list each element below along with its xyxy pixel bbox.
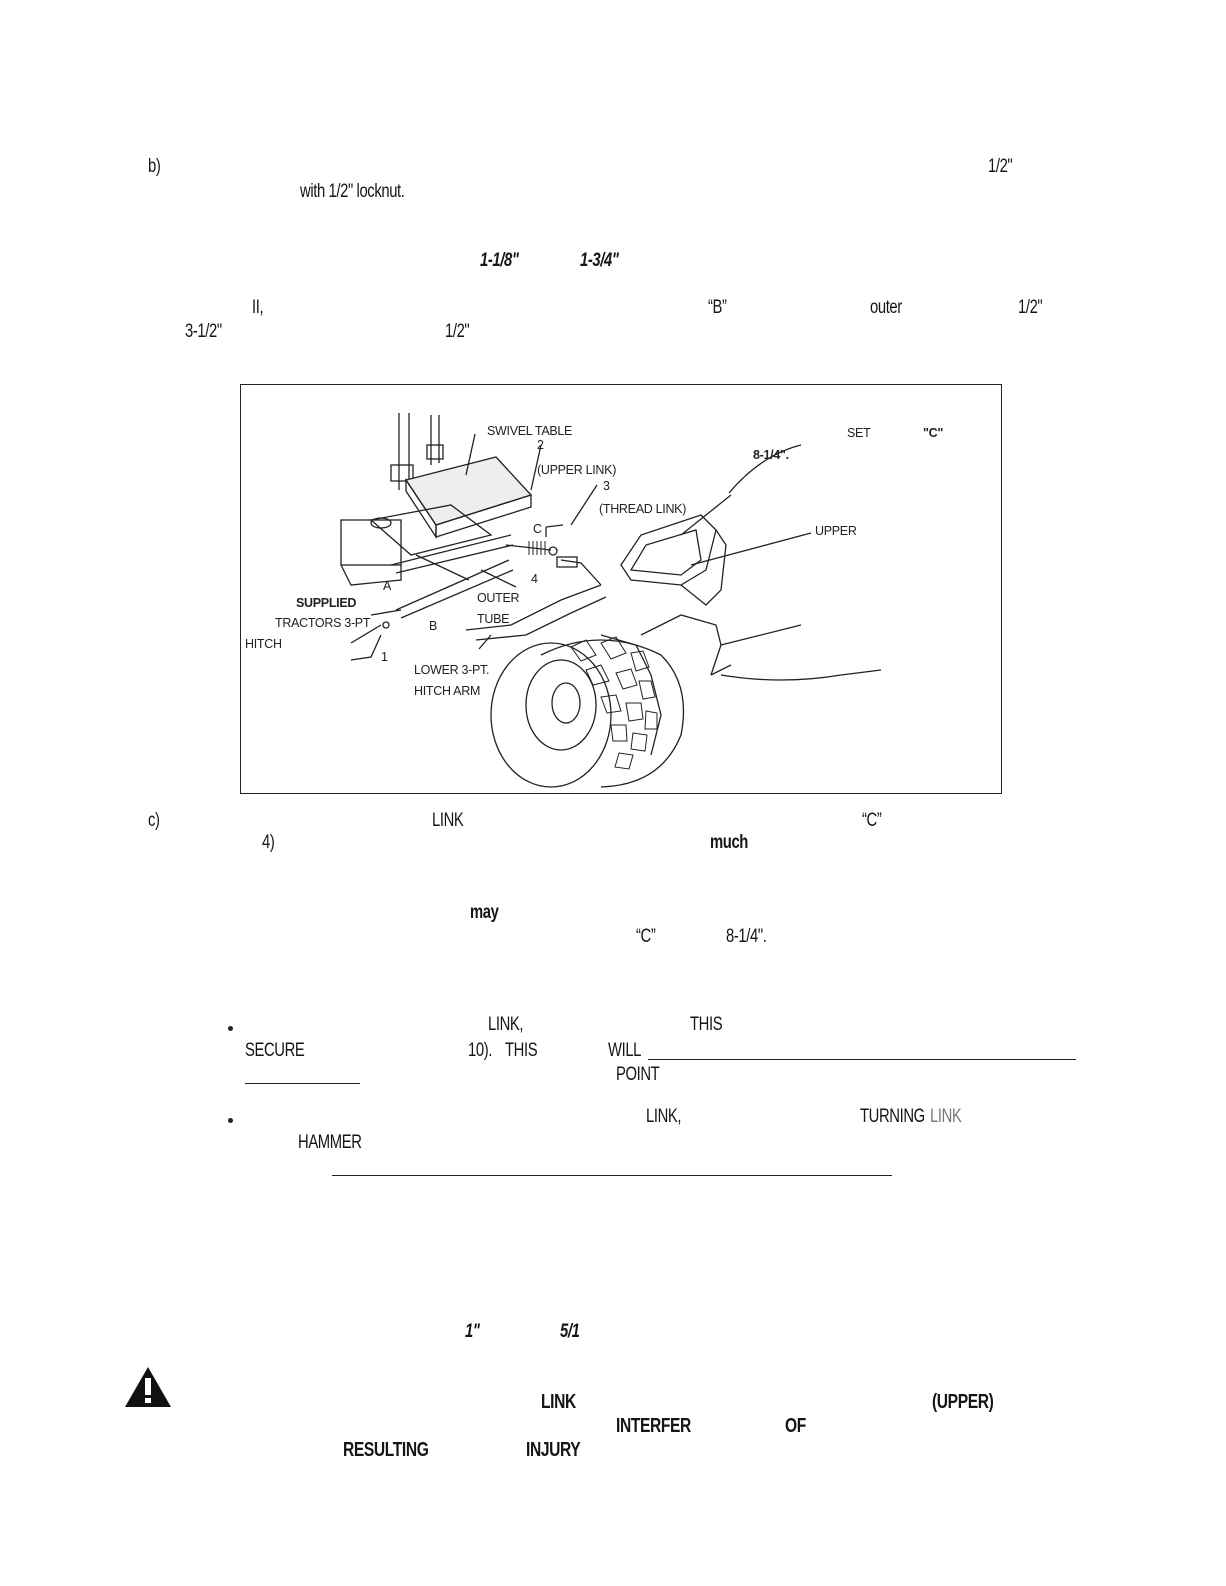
figure-label-c-quote: "C" — [923, 426, 943, 440]
warning-triangle-icon — [124, 1366, 172, 1408]
bullet-2-underline — [332, 1175, 892, 1176]
figure-label-c: C — [533, 522, 542, 536]
figure-label-hitch: HITCH — [245, 637, 282, 651]
step-c-link: LINK — [432, 810, 464, 831]
bullet-2-turning: TURNING — [860, 1106, 925, 1127]
figure-label-thread-link: (THREAD LINK) — [599, 502, 687, 516]
bullet-1-underline-2 — [245, 1083, 360, 1084]
figure-label-a: A — [383, 579, 392, 593]
bullet-1-icon — [228, 1026, 233, 1031]
step-b-locknut: with 1/2" locknut. — [300, 181, 405, 202]
warning-link: LINK — [541, 1391, 576, 1413]
figure-label-supplied: SUPPLIED — [296, 596, 357, 610]
figure-label-dimension: 8-1/4". — [753, 448, 789, 462]
step-b-half-inch: 1/2" — [1018, 297, 1043, 318]
bullet-2-icon — [228, 1118, 233, 1123]
bullet-1-figure-ref: 10). — [468, 1040, 492, 1061]
figure-label-tube: TUBE — [477, 612, 510, 626]
warning-injury: INJURY — [526, 1439, 581, 1461]
figure-label-hitch-arm: HITCH ARM — [414, 684, 481, 698]
step-c-dimension: 8-1/4". — [726, 926, 767, 947]
step-b-outer: outer — [870, 297, 902, 318]
warning-interfer: INTERFER — [616, 1415, 691, 1437]
step-c-point-c-2: “C” — [636, 926, 656, 947]
step-b-label: b) — [148, 156, 161, 177]
step-b-dim-2: 1-3/4" — [580, 250, 619, 271]
bullet-2-link-2: LINK — [930, 1106, 962, 1127]
bullet-2-link: LINK, — [646, 1106, 682, 1127]
figure-label-b: B — [429, 619, 438, 633]
bullet-1-underline — [648, 1059, 1076, 1060]
figure-label-swivel-table: SWIVEL TABLE — [487, 424, 573, 438]
step-c-figure-ref: 4) — [262, 832, 275, 853]
lower-dim-1: 1" — [465, 1321, 480, 1342]
figure-label-set: SET — [847, 426, 871, 440]
figure-label-upper-link: (UPPER LINK) — [537, 463, 617, 477]
bullet-1-point: POINT — [616, 1064, 660, 1085]
bullet-1-secure: SECURE — [245, 1040, 305, 1061]
figure-label-4: 4 — [531, 572, 538, 586]
bullet-1-this-2: THIS — [505, 1040, 538, 1061]
step-c-emphasis-much: much — [710, 832, 748, 853]
warning-of: OF — [785, 1415, 806, 1437]
figure-label-3: 3 — [603, 479, 610, 493]
step-c-point-c: “C” — [862, 810, 882, 831]
figure-label-outer: OUTER — [477, 591, 520, 605]
figure-label-tractors-3pt: TRACTORS 3-PT — [275, 616, 371, 630]
step-b-half-inch-2: 1/2" — [445, 321, 470, 342]
step-b-figure-ref: II, — [252, 297, 264, 318]
step-b-point-b: “B” — [708, 297, 727, 318]
lower-dim-2: 5/1 — [560, 1321, 580, 1342]
step-b-bolt-size: 1/2" — [988, 156, 1013, 177]
figure-label-lower-3pt: LOWER 3-PT. — [414, 663, 490, 677]
step-b-length: 3-1/2" — [185, 321, 222, 342]
figure-label-1: 1 — [381, 650, 388, 664]
bullet-1-this: THIS — [690, 1014, 723, 1035]
hitch-installation-figure — [240, 384, 1002, 794]
warning-upper: (UPPER) — [932, 1391, 994, 1413]
bullet-2-hammer: HAMMER — [298, 1132, 362, 1153]
figure-label-upper: UPPER — [815, 524, 857, 538]
warning-resulting: RESULTING — [343, 1439, 429, 1461]
bullet-1-link: LINK, — [488, 1014, 524, 1035]
step-c-emphasis-may: may — [470, 902, 499, 923]
figure-label-2: 2 — [537, 438, 544, 452]
step-c-label: c) — [148, 810, 160, 831]
step-b-dim-1: 1-1/8" — [480, 250, 519, 271]
bullet-1-will: WILL — [608, 1040, 642, 1061]
hitch-diagram — [241, 385, 1003, 795]
